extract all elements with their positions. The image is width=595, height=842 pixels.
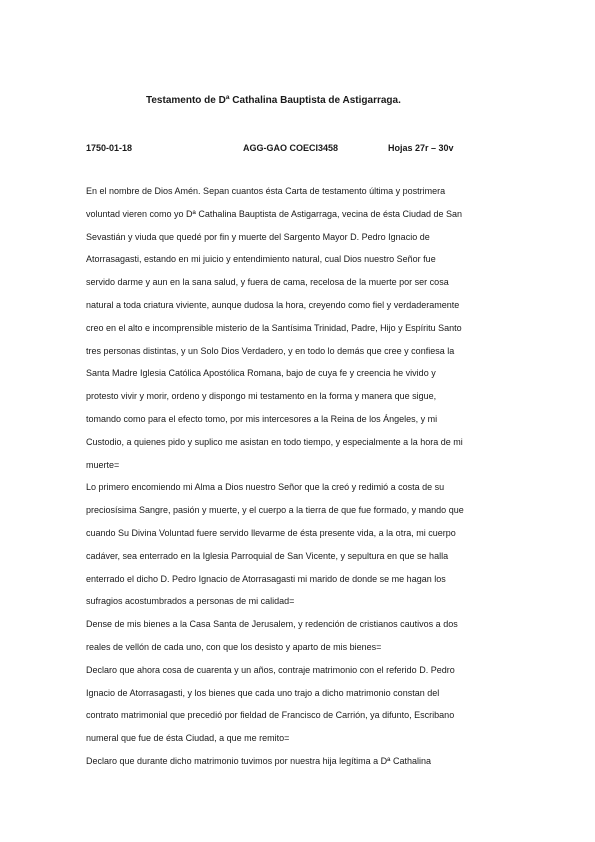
body-line: natural a toda criatura viviente, aunque dudosa la hora, creyendo como fiel y verdaderamente bbox=[86, 299, 460, 310]
body-line: servido darme y aun en la sana salud, y fuera de cama, recelosa de la muerte por ser cosa bbox=[86, 277, 449, 288]
body-line: tres personas distintas, y un Solo Dios Verdadero, y en todo lo demás que cree y confiesa la bbox=[86, 345, 455, 356]
document-title: Testamento de Dª Cathalina Bauptista de Astigarraga. bbox=[146, 95, 401, 106]
body-line: Declaro que ahora cosa de cuarenta y un años, contraje matrimonio con el referido D. Pedro bbox=[86, 664, 455, 675]
body-line: muerte= bbox=[86, 459, 120, 470]
body-line: tomando como para el efecto tomo, por mis intercesores a la Reina de los Ángeles, y mi bbox=[86, 413, 438, 424]
body-line: Santa Madre Iglesia Católica Apostólica Romana, bajo de cuya fe y creencia he vivido y bbox=[86, 368, 436, 379]
folio-range: Hojas 27r – 30v bbox=[388, 143, 454, 153]
body-line: reales de vellón de cada uno, con que los desisto y aparto de mis bienes= bbox=[86, 641, 382, 652]
document-date: 1750-01-18 bbox=[86, 143, 133, 153]
body-line: contrato matrimonial que precedió por fieldad de Francisco de Carrión, ya difunto, Escribano bbox=[86, 710, 455, 721]
body-line: voluntad vieren como yo Dª Cathalina Bauptista de Astigarraga, vecina de ésta Ciudad de San bbox=[86, 208, 463, 219]
body-line: Declaro que durante dicho matrimonio tuvimos por nuestra hija legítima a Dª Cathalina bbox=[86, 755, 432, 766]
body-line: Lo primero encomiendo mi Alma a Dios nuestro Señor que la creó y redimió a costa de su bbox=[86, 482, 445, 493]
body-line: preciosísima Sangre, pasión y muerte, y el cuerpo a la tierra de que fue formado, y mando que bbox=[86, 505, 464, 516]
archive-reference: AGG-GAO COECI3458 bbox=[243, 143, 339, 153]
body-line: Custodio, a quienes pido y suplico me asistan en todo tiempo, y especialmente a la hora de mi bbox=[86, 436, 463, 447]
body-line: cuando Su Divina Voluntad fuere servido llevarme de ésta presente vida, a la otra, mi cuerpo bbox=[86, 527, 456, 538]
body-line: Sevastián y viuda que quedé por fin y muerte del Sargento Mayor D. Pedro Ignacio de bbox=[86, 231, 430, 242]
body-line: En el nombre de Dios Amén. Sepan cuantos ésta Carta de testamento última y postrimera bbox=[86, 186, 446, 196]
body-line: Dense de mis bienes a la Casa Santa de Jerusalem, y redención de cristianos cautivos a dos bbox=[86, 619, 458, 630]
body-line: Ignacio de Atorrasagasti, y los bienes que cada uno trajo a dicho matrimonio constan del bbox=[86, 687, 440, 698]
body-line: numeral que fue de ésta Ciudad, a que me remito= bbox=[86, 733, 290, 744]
document-body bbox=[86, 180, 518, 773]
body-line: Atorrasagasti, estando en mi juicio y entendimiento natural, cual Dios nuestro Señor fue bbox=[86, 254, 436, 265]
body-line: sufragios acostumbrados a personas de mi calidad= bbox=[86, 596, 295, 607]
body-line: enterrado el dicho D. Pedro Ignacio de Atorrasagasti mi marido de donde se me hagan los bbox=[86, 573, 446, 584]
body-line: protesto vivir y morir, ordeno y dispongo mi testamento en la forma y manera que sigue, bbox=[86, 391, 437, 402]
body-line: creo en el alto e incomprensible misterio de la Santísima Trinidad, Padre, Hijo y Espíritu Santo bbox=[86, 322, 462, 333]
body-line: cadáver, sea enterrado en la Iglesia Parroquial de San Vicente, y sepultura en que se halla bbox=[86, 550, 449, 561]
